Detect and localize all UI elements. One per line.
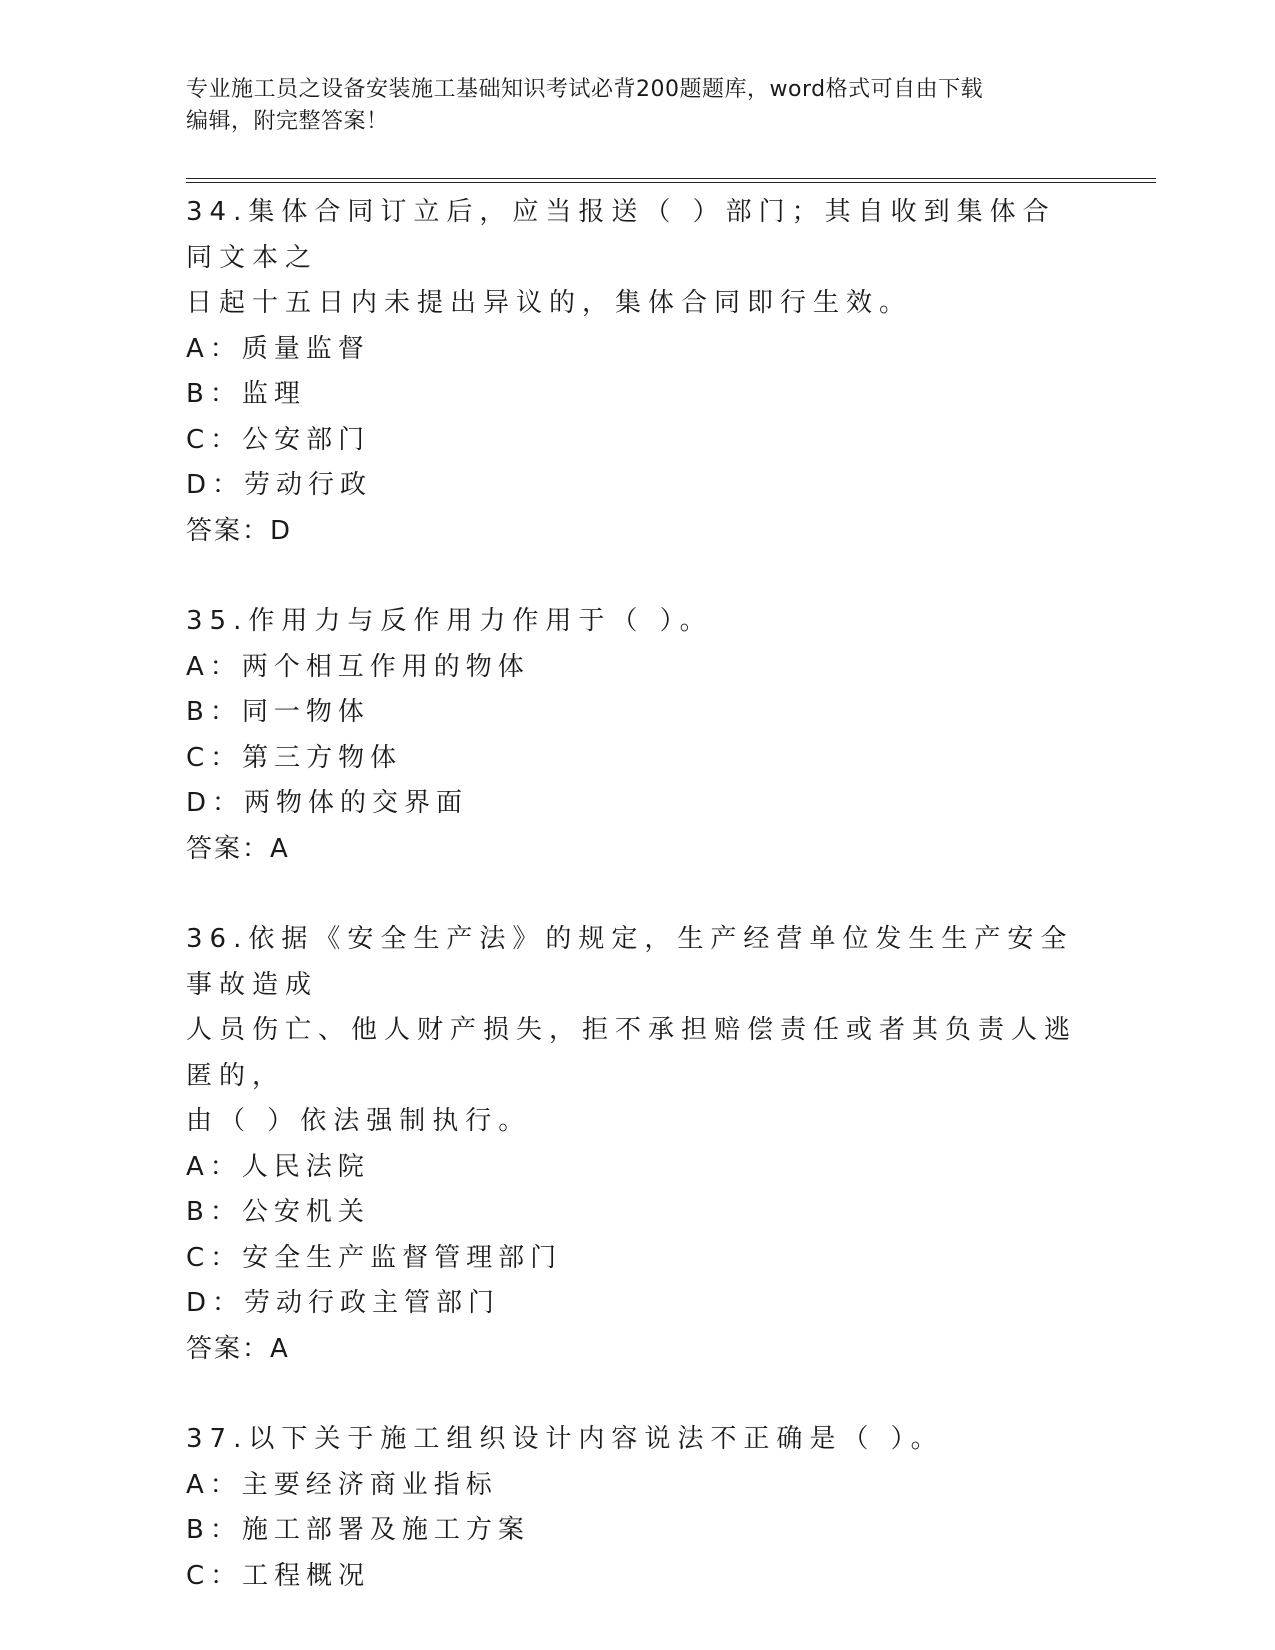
header-title-line-1: 专业施工员之设备安装施工基础知识考试必背200题题库，word格式可自由下载 <box>186 77 984 102</box>
answer-text: 答案：D <box>186 515 293 546</box>
option-a: A：质量监督 <box>186 333 370 364</box>
option-c: C：安全生产监督管理部门 <box>186 1242 563 1273</box>
question-35 <box>186 599 1086 872</box>
answer-text: 答案：A <box>186 833 290 864</box>
question-36 <box>186 917 1086 1372</box>
option-a: A：主要经济商业指标 <box>186 1469 498 1500</box>
question-stem: 人员伤亡、他人财产损失，拒不承担赔偿责任或者其负责人逃匿的， <box>186 1015 1078 1091</box>
answer-text: 答案：A <box>186 1333 290 1364</box>
header-divider <box>186 178 1156 183</box>
question-stem: 由（ ）依法强制执行。 <box>186 1106 532 1136</box>
question-37 <box>186 1417 1086 1599</box>
option-b: B：施工部署及施工方案 <box>186 1515 530 1545</box>
question-stem: 34.集体合同订立后，应当报送（ ）部门；其自收到集体合同文本之 <box>186 197 1056 273</box>
header-title-line-2: 编辑，附完整答案！ <box>186 109 389 134</box>
option-c: C：工程概况 <box>186 1560 371 1591</box>
question-34 <box>186 190 1086 554</box>
option-b: B：同一物体 <box>186 697 370 727</box>
question-stem: 日起十五日内未提出异议的，集体合同即行生效。 <box>186 288 913 318</box>
option-d: D：劳动行政主管部门 <box>186 1288 501 1318</box>
document-header <box>186 74 1086 138</box>
option-c: C：第三方物体 <box>186 742 403 773</box>
question-stem: 36.依据《安全生产法》的规定，生产经营单位发生生产安全事故造成 <box>186 924 1074 1000</box>
option-a: A：两个相互作用的物体 <box>186 651 530 682</box>
option-c: C：公安部门 <box>186 424 371 455</box>
question-list <box>186 190 1086 1644</box>
question-stem: 35.作用力与反作用力作用于（ ）。 <box>186 606 713 636</box>
question-stem: 37.以下关于施工组织设计内容说法不正确是（ ）。 <box>186 1424 944 1454</box>
option-d: D：劳动行政 <box>186 470 373 500</box>
option-d: D：两物体的交界面 <box>186 788 469 818</box>
option-a: A：人民法院 <box>186 1151 370 1182</box>
option-b: B：公安机关 <box>186 1197 370 1227</box>
option-b: B：监理 <box>186 379 306 409</box>
